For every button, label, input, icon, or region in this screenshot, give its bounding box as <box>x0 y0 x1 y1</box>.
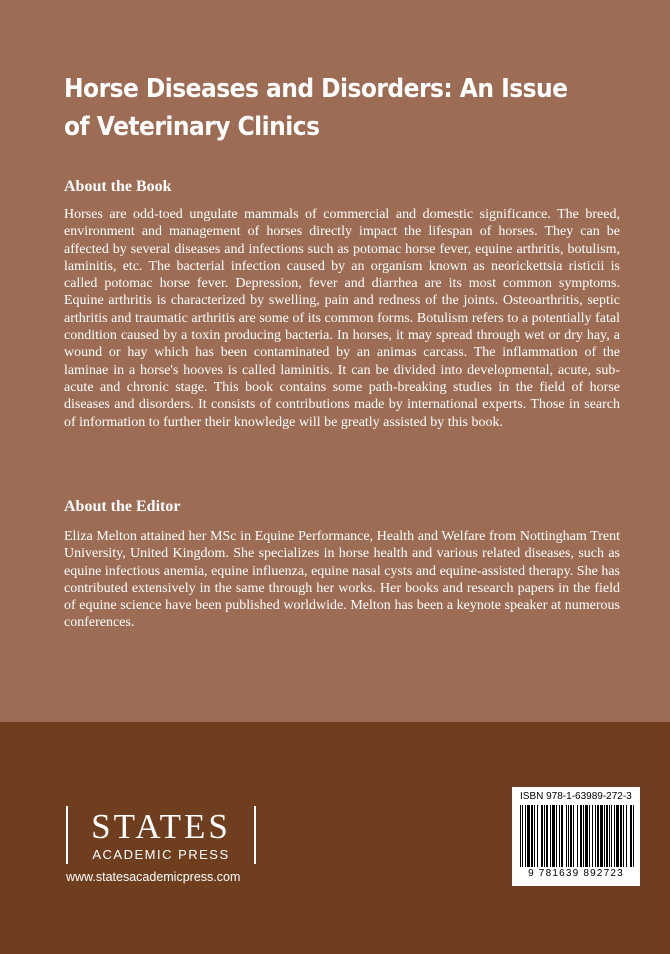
isbn-barcode <box>512 787 640 886</box>
book-title: Horse Diseases and Disorders: An Issue of Veterinary Clinics <box>64 74 568 142</box>
logo-left-bar <box>66 806 68 864</box>
barcode-bars <box>520 805 634 867</box>
isbn-label: ISBN 978-1-63989-272-3 <box>520 791 632 802</box>
barcode-digits: 9 781639 892723 <box>528 868 624 879</box>
about-book-heading: About the Book <box>64 178 172 195</box>
about-editor-heading: About the Editor <box>64 498 181 515</box>
publisher-url: www.statesacademicpress.com <box>66 870 241 884</box>
publisher-logo <box>66 806 256 866</box>
about-book-text: Horses are odd-toed ungulate mammals of commercial and domestic significance. The breed, environment and management of horses directly impact the lifespan of horses. They can be affected by several diseases and infections such as potomac horse fever, equine arthritis, botulism, laminitis, etc. The bacterial infection caused by an organism known as neorickettsia risticii is called potomac horse fever. Depression, fever and diarrhea are its most common symptoms. Equine arthritis is characterized by swelling, pain and redness of the joints. Osteoarthritis, septic arthritis and traumatic arthritis are some of its common forms. Botulism refers to a potentially fatal condition caused by a toxin producing bacteria. In horses, it may spread through wet or dry hay, a wound or hay which has been contaminated by an animas carcass. The inflammation of the laminae in a horse's hooves is called laminitis. It can be divided into developmental, acute, sub-acute and chronic stage. This book contains some path-breaking studies in the field of horse diseases and disorders. It consists of contributions made by international experts. Those in search of information to further their knowledge will be greatly assisted by this book. <box>64 207 620 430</box>
publisher-subname: ACADEMIC PRESS <box>92 847 230 862</box>
logo-right-bar <box>254 806 256 864</box>
about-editor-text: Eliza Melton attained her MSc in Equine Performance, Health and Welfare from Nottingham Trent University, United Kingdom. She specializes in horse health and various related diseases, such as equine infectious anemia, equine influenza, equine nasal cysts and equine-assisted therapy. She has contributed extensively in the same through her works. Her books and research papers in the field of equine science have been published worldwide. Melton has been a keynote speaker at numerous conferences. <box>64 529 620 631</box>
publisher-name: STATES <box>91 807 231 846</box>
